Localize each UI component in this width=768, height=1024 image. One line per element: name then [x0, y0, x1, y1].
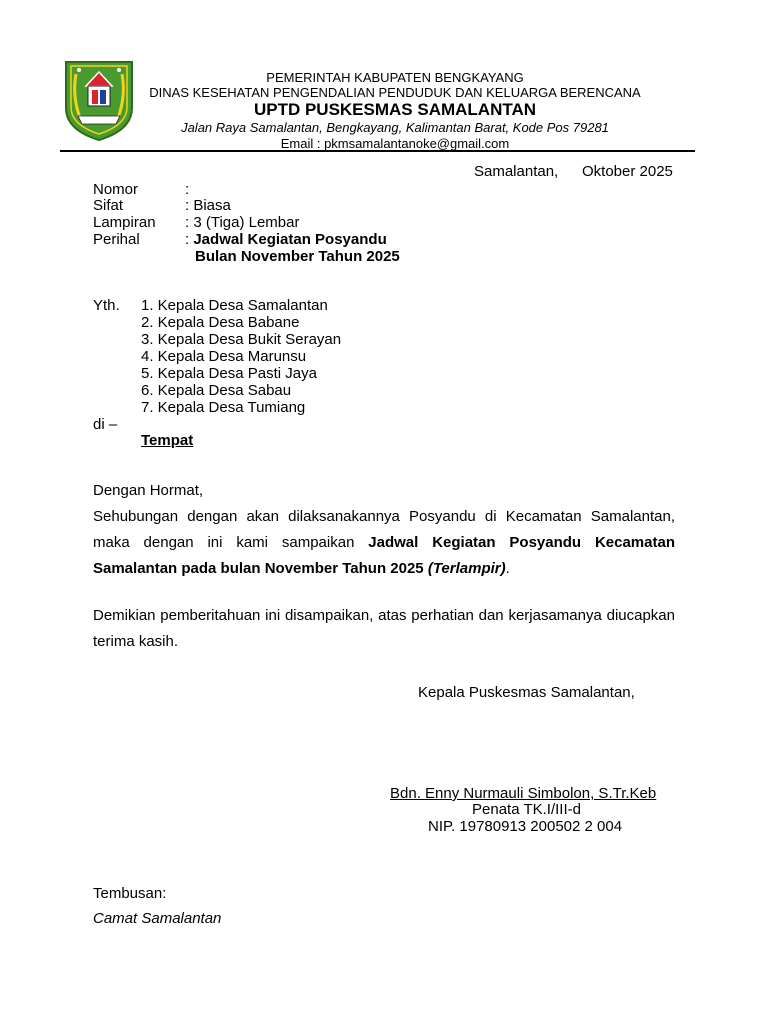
signature-name: Bdn. Enny Nurmauli Simbolon, S.Tr.Keb [390, 785, 657, 802]
signature-position: Kepala Puskesmas Samalantan, [418, 684, 635, 701]
government-name: PEMERINTAH KABUPATEN BENGKAYANG [266, 70, 524, 85]
recipient-tempat: Tempat [141, 432, 194, 449]
meta-value-perihal [185, 231, 387, 248]
meta-label-lampiran: Lampiran [93, 214, 156, 231]
recipient-item: 2. Kepala Desa Babane [141, 314, 300, 331]
institution-address: Jalan Raya Samalantan, Bengkayang, Kalimantan Barat, Kode Pos 79281 [181, 120, 609, 135]
body-paragraph-2: Demikian pemberitahuan ini disampaikan, atas perhatian dan kerjasamanya diucapkan terima kasih. [93, 607, 675, 650]
recipient-item: 1. Kepala Desa Samalantan [141, 297, 328, 314]
institution-title: UPTD PUSKESMAS SAMALANTAN [253, 100, 537, 119]
institution-email: Email : pkmsamalantanoke@gmail.com [280, 136, 510, 151]
body-p1-attachment: (Terlampir) [427, 560, 506, 577]
letterhead [140, 70, 650, 151]
recipient-item: 4. Kepala Desa Marunsu [141, 348, 307, 365]
department-name: DINAS KESEHATAN PENGENDALIAN PENDUDUK DAN KELUARGA BERENCANA [149, 85, 641, 100]
meta-label-nomor: Nomor [93, 181, 139, 198]
greeting: Dengan Hormat, [93, 482, 204, 499]
meta-value-perihal-line1: Jadwal Kegiatan Posyandu [193, 231, 387, 248]
recipient-item: 7. Kepala Desa Tumiang [141, 399, 306, 416]
recipient-item: 5. Kepala Desa Pasti Jaya [141, 365, 317, 382]
body-p1-bold: Jadwal Kegiatan Posyandu Kecamatan Samalantan pada bulan November Tahun 2025 [93, 534, 675, 577]
letterhead-divider [60, 150, 695, 152]
body-p1-end: . [505, 560, 510, 577]
body-p1-text: Sehubungan dengan akan dilaksanakannya Posyandu di Kecamatan Samalantan, maka dengan ini kami sampaikan [93, 508, 675, 551]
meta-value-sifat: : Biasa [185, 197, 231, 214]
regency-crest-icon [62, 56, 136, 142]
recipient-prefix: Yth. [93, 297, 120, 314]
cc-item: Camat Samalantan [93, 910, 222, 927]
recipient-di: di – [93, 416, 118, 433]
recipient-list [141, 297, 341, 416]
letter-place: Samalantan, [474, 163, 559, 180]
meta-value-lampiran: : 3 (Tiga) Lembar [185, 214, 300, 231]
recipient-item: 3. Kepala Desa Bukit Serayan [141, 331, 342, 348]
meta-value-perihal-line2: Bulan November Tahun 2025 [195, 248, 400, 265]
meta-value-perihal-prefix: : [185, 231, 194, 248]
body-paragraph-1 [93, 504, 675, 582]
meta-label-perihal: Perihal [93, 231, 140, 248]
meta-value-nomor: : [185, 181, 190, 198]
cc-label: Tembusan: [93, 885, 167, 902]
recipient-item: 6. Kepala Desa Sabau [141, 382, 292, 399]
meta-label-sifat: Sifat [93, 197, 124, 214]
signature-nip: NIP. 19780913 200502 2 004 [428, 818, 623, 835]
letter-date: Oktober 2025 [582, 163, 673, 180]
signature-rank: Penata TK.I/III-d [472, 801, 581, 818]
